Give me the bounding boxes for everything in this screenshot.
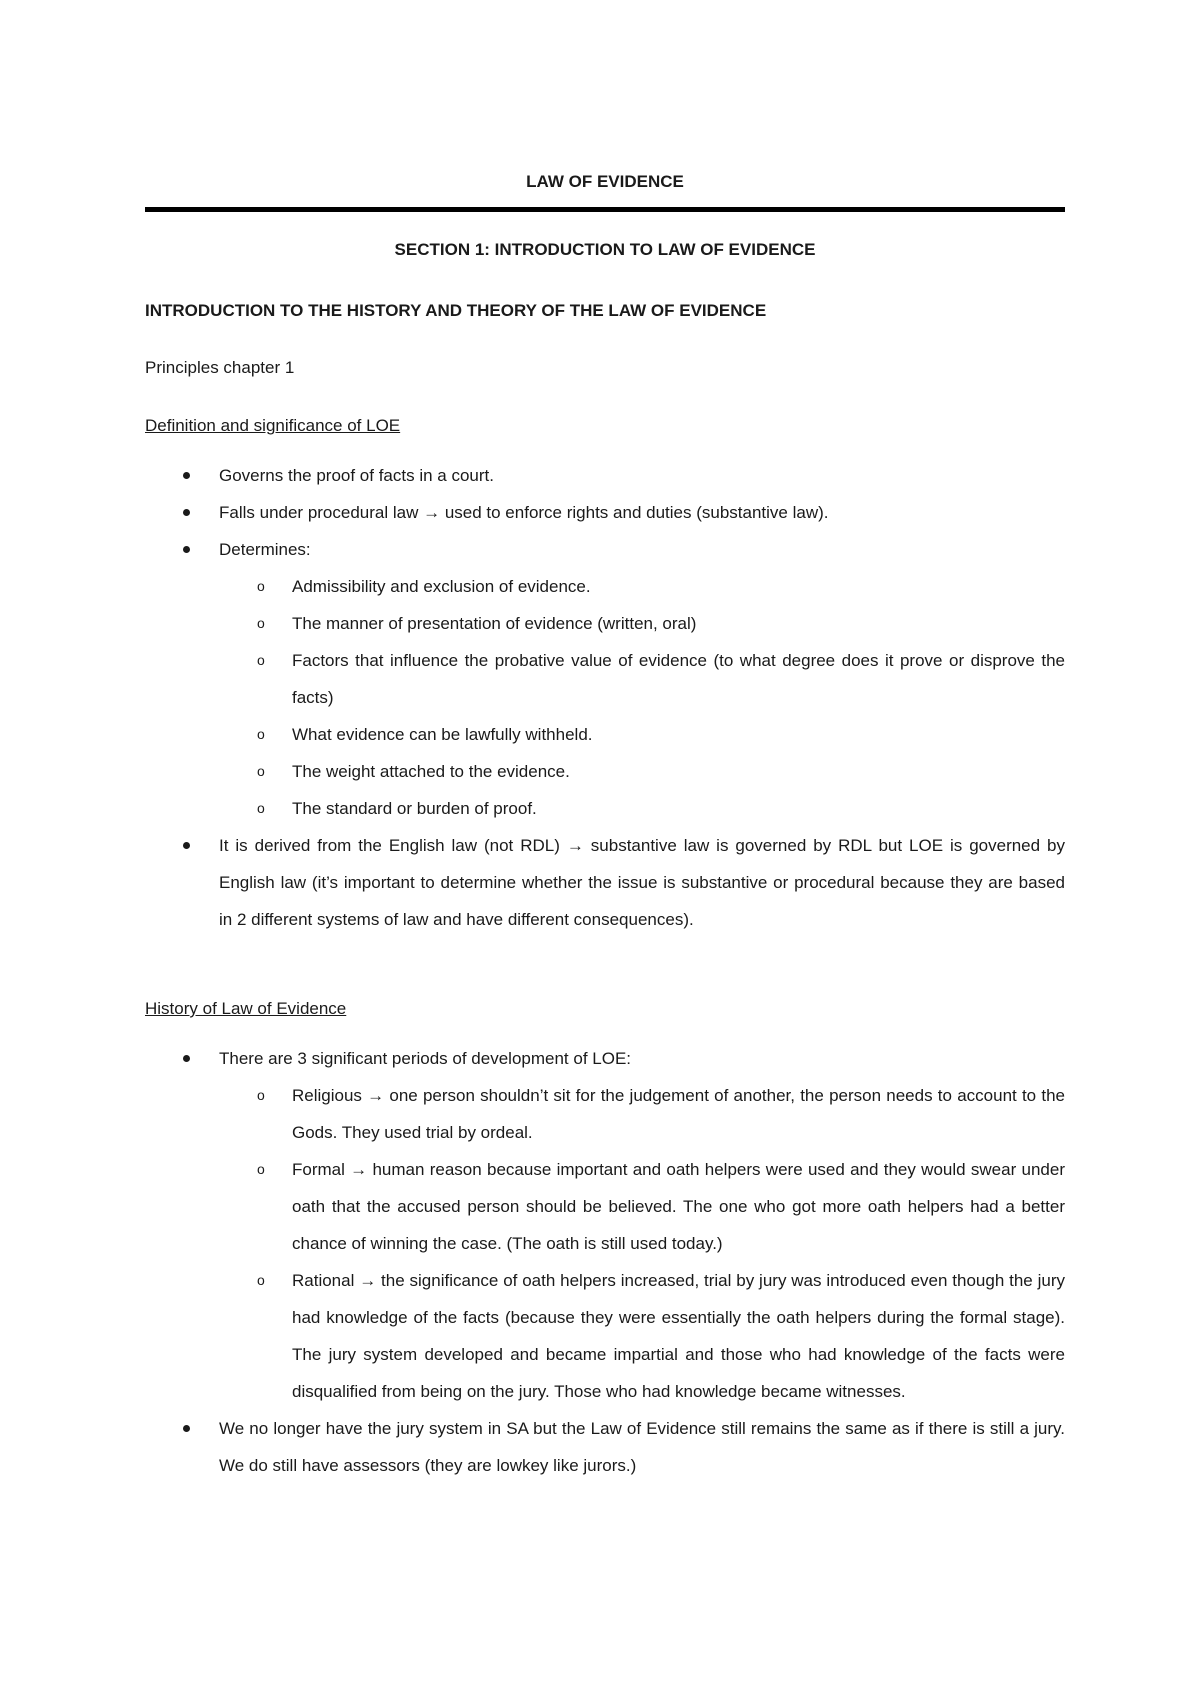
reference-line: Principles chapter 1 [145,358,295,377]
sublist-item-text: Religious → one person shouldn’t sit for the judgement of another, the person needs to account to the Gods. They used trial by ordeal. [292,1086,1065,1142]
sublist-item-text: The manner of presentation of evidence (written, oral) [292,614,697,633]
section-heading: SECTION 1: INTRODUCTION TO LAW OF EVIDENCE [394,240,816,259]
sublist-item [219,790,1065,827]
bullet-icon [183,472,190,479]
sublist-item [219,568,1065,605]
sub-bullet-icon: o [257,615,265,631]
bullet-icon [183,546,190,553]
sublist-item [219,642,1065,716]
list-item-text: Governs the proof of facts in a court. [219,466,494,485]
sublist-item [219,716,1065,753]
periods-sublist [219,1077,1065,1410]
list-item-text: Determines: [219,540,311,559]
history-list [145,1040,1065,1484]
determines-sublist [219,568,1065,827]
list-item [145,494,1065,531]
list-item-text: There are 3 significant periods of development of LOE: [219,1049,632,1068]
bullet-icon [183,509,190,516]
sublist-item-text: What evidence can be lawfully withheld. [292,725,593,744]
list-item-text: It is derived from the English law (not RDL) → substantive law is governed by RDL but LOE is governed by English law (it’s important to determine whether the issue is substantive or procedural because they are based in 2 different systems of law and have different consequences). [219,836,1065,929]
sublist-item [219,1151,1065,1262]
sublist-item-text: The standard or burden of proof. [292,799,537,818]
sublist-item-text: The weight attached to the evidence. [292,762,570,781]
history-heading: History of Law of Evidence [145,999,347,1018]
sublist-item-text: Admissibility and exclusion of evidence. [292,577,591,596]
list-item [145,1040,1065,1410]
sub-bullet-icon: o [257,763,265,779]
sub-bullet-icon: o [257,800,265,816]
list-item [145,1410,1065,1484]
definition-list [145,457,1065,938]
sublist-item [219,1262,1065,1410]
sublist-item [219,1077,1065,1151]
title-divider [145,207,1065,212]
sublist-item [219,753,1065,790]
list-item [145,457,1065,494]
sub-bullet-icon: o [257,1161,265,1177]
definition-heading: Definition and significance of LOE [145,416,401,435]
bullet-icon [183,842,190,849]
document-title: LAW OF EVIDENCE [526,172,684,191]
sub-bullet-icon: o [257,1087,265,1103]
sublist-item-text: Factors that influence the probative value of evidence (to what degree does it prove or disprove the facts) [292,651,1065,707]
sublist-item [219,605,1065,642]
list-item-text: We no longer have the jury system in SA but the Law of Evidence still remains the same as if there is still a jury. We do still have assessors (they are lowkey like jurors.) [219,1419,1065,1475]
list-item [145,531,1065,827]
sublist-item-text: Rational → the significance of oath helpers increased, trial by jury was introduced even though the jury had knowledge of the facts (because they were essentially the oath helpers during the formal stage). The jury system developed and became impartial and those who had knowledge of the facts were disqualified from being on the jury. Those who had knowledge became witnesses. [292,1271,1065,1401]
sub-bullet-icon: o [257,652,265,668]
list-item [145,827,1065,938]
bullet-icon [183,1055,190,1062]
sub-bullet-icon: o [257,578,265,594]
bullet-icon [183,1425,190,1432]
sublist-item-text: Formal → human reason because important and oath helpers were used and they would swear under oath that the accused person should be believed. The one who got more oath helpers had a better chance of winning the case. (The oath is still used today.) [292,1160,1065,1253]
sub-bullet-icon: o [257,1272,265,1288]
list-item-text: Falls under procedural law → used to enforce rights and duties (substantive law). [219,503,829,522]
sub-bullet-icon: o [257,726,265,742]
sub-heading: INTRODUCTION TO THE HISTORY AND THEORY OF THE LAW OF EVIDENCE [145,301,767,320]
